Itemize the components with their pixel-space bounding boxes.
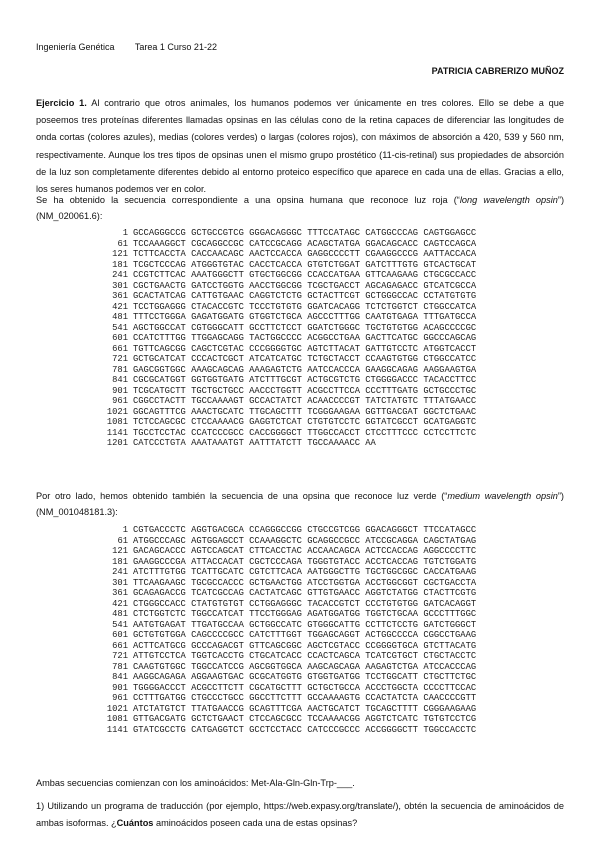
position-number: 181 bbox=[112, 259, 128, 270]
sequence-row bbox=[106, 249, 476, 260]
sequence-row bbox=[106, 651, 476, 662]
sequence-row bbox=[106, 662, 476, 673]
nucleotides: GGCAGTTTCG AAACTGCATC TTGCAGCTTT TCGGGAAGAA GGTTGACGAT GGCTCTGAAC bbox=[133, 406, 477, 417]
sequence-row bbox=[106, 683, 476, 694]
nucleotides: ACTTCATGCG GCCCAGACGT GTTCAGCGGC AGCTCGTACC CCGGGGTGCA GTCTTACATG bbox=[133, 640, 477, 651]
red-opsin-intro bbox=[36, 192, 564, 224]
sequence-row bbox=[106, 312, 476, 323]
nucleotides: CAAGTGTGGC TGGCCATCCG AGCGGTGGCA AAGCAGCAGA AAGAGTCTGA ATCCACCCAG bbox=[133, 661, 477, 672]
position-number: 781 bbox=[112, 661, 128, 672]
sequence-row bbox=[106, 396, 476, 407]
position-number: 181 bbox=[112, 556, 128, 567]
nucleotides: TTCAAGAAGC TGCGCCACCC GCTGAACTGG ATCCTGGTGA ACCTGGCGGT CGCTGACCTA bbox=[133, 577, 477, 588]
sequence-row bbox=[106, 536, 476, 547]
position-number: 721 bbox=[112, 651, 128, 661]
question-end: aminoácidos poseen cada una de estas opsinas? bbox=[153, 818, 358, 829]
position-number: 361 bbox=[112, 588, 128, 598]
sequence-row bbox=[106, 333, 476, 344]
position-number: 601 bbox=[112, 630, 128, 640]
nucleotides: TGGGGACCCT ACGCCTTCTT CGCATGCTTT GCTGCTGCCA ACCCTGGCTA CCCCTTCCAC bbox=[133, 682, 477, 693]
position-number: 241 bbox=[112, 567, 128, 577]
position-number: 601 bbox=[112, 333, 128, 343]
nucleotides: CATCCCTGTA AAATAAATGT AATTTATCTT TGCCAAAACC AA bbox=[133, 438, 376, 448]
position-number: 481 bbox=[112, 609, 128, 619]
position-number: 61 bbox=[117, 238, 128, 249]
position-number: 541 bbox=[112, 619, 128, 630]
nucleotides: CGCTGAACTG GATCCTGGTG AACCTGGCGG TCGCTGACCT AGCAGAGACC GTCATCGCCA bbox=[133, 280, 477, 291]
position-number: 541 bbox=[112, 322, 128, 333]
green-opsin-intro bbox=[36, 488, 564, 520]
exercise-paragraph bbox=[36, 95, 564, 198]
nucleotides: CGTGACCCTC AGGTGACGCA CCAGGGCCGG CTGCCGTCGG GGACAGGGCT TTCCATAGCC bbox=[133, 525, 477, 535]
nucleotides: TCCAAAGGCT CGCAGGCCGC CATCCGCAGG ACAGCTATGA GGACAGCACC CAGTCCAGCA bbox=[133, 238, 477, 249]
position-number: 421 bbox=[112, 598, 128, 609]
position-number: 1021 bbox=[106, 406, 128, 417]
task-name: Tarea 1 Curso 21-22 bbox=[134, 42, 217, 52]
green-opsin-sequence bbox=[106, 525, 476, 735]
position-number: 1 bbox=[122, 228, 128, 238]
sequence-row bbox=[106, 557, 476, 568]
position-number: 721 bbox=[112, 354, 128, 364]
sequence-row bbox=[106, 630, 476, 641]
nucleotides: TCCTGGAGGG CTACACCGTC TCCCTGTGTG GGATCACAGG TCTCTGGTCT CTGGCCATCA bbox=[133, 301, 477, 312]
exercise-label: Ejercicio 1. bbox=[36, 98, 87, 108]
sequence-row bbox=[106, 588, 476, 599]
sequence-row bbox=[106, 578, 476, 589]
sequence-row bbox=[106, 354, 476, 365]
intro-text: Se ha obtenido la secuencia correspondiente a una opsina humana que reconoce luz roja (“ bbox=[36, 195, 460, 205]
nucleotides: TGCCTCCTAC CCATCCCGCC CACCGGGGCT TTGGCCACCT CTCCTTTCCC CCTCCTTCTC bbox=[133, 427, 477, 438]
nucleotides: TCTCCAGCGC CTCCAAAACG GAGGTCTCAT CTGTGTCCTC GGTATCGCCT GCATGAGGTC bbox=[133, 417, 477, 427]
sequence-row bbox=[106, 228, 476, 239]
nucleotides: AGCTGGCCAT CGTGGGCATT GCCTTCTCCT GGATCTGGGC TGCTGTGTGG ACAGCCCCGC bbox=[133, 322, 477, 333]
intro-end: ”) (NM_001048181.3): bbox=[36, 491, 564, 517]
nucleotides: TCTTCACCTA CACCAACAGC AACTCCACCA GAGGCCCCTT CGAAGGCCCG AATTACCACA bbox=[133, 249, 477, 259]
sequence-row bbox=[106, 725, 476, 736]
sequence-row bbox=[106, 281, 476, 292]
sequence-row bbox=[106, 567, 476, 578]
sequence-row bbox=[106, 641, 476, 652]
exercise-text: Al contrario que otros animales, los humanos podemos ver únicamente en tres colores. Ello se debe a que poseemos tres proteínas diferentes llamadas opsinas en las células cono de la retina capaces de diferenciar las longitudes de onda cortas (colores azules), medias (colores verdes) o largas (colores rojos), con máximos de absorción a 420, 539 y 560 nm, respectivamente. Aunque los tres tipos de opsinas unen el mismo grupo prostético (11-cis-retinal) sus propiedades de absorción de la luz son completamente diferentes debido al entorno proteico específico que aparece en cada una de ellas. Gracias a ello, los seres humanos podemos ver en color. bbox=[36, 98, 564, 195]
nucleotides: CGCGCATGGT GGTGGTGATG ATCTTTGCGT ACTGCGTCTG CTGGGGACCC TACACCTTCC bbox=[133, 375, 477, 385]
position-number: 901 bbox=[112, 385, 128, 396]
nucleotides: GTTGACGATG GCTCTGAACT CTCCAGCGCC TCCAAAACGG AGGTCTCATC TGTGTCCTCG bbox=[133, 714, 477, 724]
intro-italic: medium wavelength opsin bbox=[447, 491, 558, 501]
sequence-row bbox=[106, 428, 476, 439]
position-number: 301 bbox=[112, 577, 128, 588]
position-number: 661 bbox=[112, 343, 128, 354]
position-number: 1021 bbox=[106, 703, 128, 714]
nucleotides: GCTGTGTGGA CAGCCCCGCC CATCTTTGGT TGGAGCAGGT ACTGGCCCCA CGGCCTGAAG bbox=[133, 630, 477, 640]
red-opsin-sequence bbox=[106, 228, 476, 449]
sequence-row bbox=[106, 620, 476, 631]
position-number: 961 bbox=[112, 396, 128, 406]
nucleotides: TCGCTCCCAG ATGGGTGTAC CACCTCACCA GTGTCTGGAT GATCTTTGTG GTCACTGCAT bbox=[133, 259, 477, 270]
question-text: 1) Utilizando un programa de traducción (por ejemplo, https://web.expasy.org/translate/), obtén la secuencia de aminoácidos de ambas isoformas. ¿ bbox=[36, 801, 564, 829]
sequence-row bbox=[106, 609, 476, 620]
nucleotides: CCGTCTTCAC AAATGGGCTT GTGCTGGCGG CCACCATGAA GTTCAAGAAG CTGCGCCACC bbox=[133, 270, 477, 280]
nucleotides: TGTTCAGCGG CAGCTCGTAC CCCGGGGTGC AGTCTTACAT GATTGTCCTC ATGGTCACCT bbox=[133, 343, 477, 354]
position-number: 1 bbox=[122, 525, 128, 535]
sequence-row bbox=[106, 714, 476, 725]
sequence-row bbox=[106, 260, 476, 271]
nucleotides: GACAGCACCC AGTCCAGCAT CTTCACCTAC ACCAACAGCA ACTCCACCAG AGGCCCCTTC bbox=[133, 546, 477, 556]
nucleotides: GTATCGCCTG CATGAGGTCT GCCTCCTACC CATCCCGCCC ACCGGGGCTT TGGCCACCTC bbox=[133, 724, 477, 735]
position-number: 301 bbox=[112, 280, 128, 291]
nucleotides: GAAGGCCCGA ATTACCACAT CGCTCCCAGA TGGGTGTACC ACCTCACCAG TGTCTGGATG bbox=[133, 556, 477, 567]
nucleotides: ATCTATGTCT TTATGAACCG GCAGTTTCGA AACTGCATCT TGCAGCTTTT CGGGAAGAAG bbox=[133, 703, 477, 714]
position-number: 1141 bbox=[106, 427, 128, 438]
nucleotides: ATGGCCCAGC AGTGGAGCCT CCAAAGGCTC GCAGGCCGCC ATCCGCAGGA CAGCTATGAG bbox=[133, 535, 477, 546]
position-number: 421 bbox=[112, 301, 128, 312]
nucleotides: GCACTATCAG CATTGTGAAC CAGGTCTCTG GCTACTTCGT GCTGGGCCAC CCTATGTGTG bbox=[133, 291, 477, 301]
nucleotides: TCGCATGCTT TGCTGCTGCC AACCCTGGTT ACGCCTTCCA CCCTTTGATG GCTGCCCTGC bbox=[133, 385, 477, 396]
nucleotides: GCTGCATCAT CCCACTCGCT ATCATCATGC TCTGCTACCT CCAAGTGTGG CTGGCCATCC bbox=[133, 354, 477, 364]
nucleotides: GAGCGGTGGC AAAGCAGCAG AAAGAGTCTG AATCCACCCA GAAGGCAGAG AAGGAAGTGA bbox=[133, 364, 477, 375]
position-number: 841 bbox=[112, 375, 128, 385]
position-number: 61 bbox=[117, 535, 128, 546]
sequence-row bbox=[106, 525, 476, 536]
position-number: 361 bbox=[112, 291, 128, 301]
sequence-row bbox=[106, 693, 476, 704]
position-number: 901 bbox=[112, 682, 128, 693]
sequence-row bbox=[106, 302, 476, 313]
nucleotides: AAGGCAGAGA AGGAAGTGAC GCGCATGGTG GTGGTGATGG TCCTGGCATT CTGCTTCTGC bbox=[133, 672, 477, 682]
sequence-row bbox=[106, 407, 476, 418]
position-number: 1141 bbox=[106, 724, 128, 735]
nucleotides: TTTCCTGGGA GAGATGGATG GTGGTCTGCA AGCCCTTTGG CAATGTGAGA TTTGATGCCA bbox=[133, 312, 477, 322]
position-number: 841 bbox=[112, 672, 128, 682]
position-number: 781 bbox=[112, 364, 128, 375]
sequence-row bbox=[106, 375, 476, 386]
nucleotides: ATCTTTGTGG TCATTGCATC CGTCTTCACA AATGGGCTTG TGCTGGCGGC CACCATGAAG bbox=[133, 567, 477, 577]
aminoacids-note: Ambas secuencias comienzan con los aminoácidos: Met-Ala-Gln-Gln-Trp-___. bbox=[36, 778, 355, 788]
sequence-row bbox=[106, 672, 476, 683]
position-number: 661 bbox=[112, 640, 128, 651]
document-header bbox=[36, 42, 235, 52]
sequence-row bbox=[106, 438, 476, 449]
nucleotides: CCTTTGATGG CTGCCCTGCC GGCCTTCTTT GCCAAAAGTG CCACTATCTA CAACCCCGTT bbox=[133, 693, 477, 703]
question-bold: Cuántos bbox=[116, 818, 154, 829]
position-number: 121 bbox=[112, 249, 128, 259]
sequence-row bbox=[106, 239, 476, 250]
nucleotides: CTCTGGTCTC TGGCCATCAT TTCCTGGGAG AGATGGATGG TGGTCTGCAA GCCCTTTGGC bbox=[133, 609, 477, 619]
sequence-row bbox=[106, 386, 476, 397]
question-1 bbox=[36, 798, 564, 832]
sequence-row bbox=[106, 291, 476, 302]
position-number: 481 bbox=[112, 312, 128, 322]
sequence-row bbox=[106, 704, 476, 715]
intro-text: Por otro lado, hemos obtenido también la secuencia de una opsina que reconoce luz verde (“ bbox=[36, 491, 448, 501]
sequence-row bbox=[106, 323, 476, 334]
position-number: 1081 bbox=[106, 417, 128, 427]
sequence-row bbox=[106, 270, 476, 281]
nucleotides: CGGCCTACTT TGCCAAAAGT GCCACTATCT ACAACCCCGT TATCTATGTC TTTATGAACC bbox=[133, 396, 477, 406]
nucleotides: GCAGAGACCG TCATCGCCAG CACTATCAGC GTTGTGAACC AGGTCTATGG CTACTTCGTG bbox=[133, 588, 477, 598]
course-name: Ingeniería Genética bbox=[36, 42, 115, 52]
nucleotides: CCATCTTTGG TTGGAGCAGG TACTGGCCCC ACGGCCTGAA GACTTCATGC GGCCCAGCAG bbox=[133, 333, 477, 343]
nucleotides: CTGGGCCACC CTATGTGTGT CCTGGAGGGC TACACCGTCT CCCTGTGTGG GATCACAGGT bbox=[133, 598, 477, 609]
sequence-row bbox=[106, 344, 476, 355]
nucleotides: ATTGTCCTCA TGGTCACCTG CTGCATCACC CCACTCAGCA TCATCGTGCT CTGCTACCTC bbox=[133, 651, 477, 661]
position-number: 961 bbox=[112, 693, 128, 703]
sequence-row bbox=[106, 546, 476, 557]
sequence-row bbox=[106, 365, 476, 376]
intro-end: ”) (NM_020061.6): bbox=[36, 195, 565, 221]
position-number: 121 bbox=[112, 546, 128, 556]
position-number: 241 bbox=[112, 270, 128, 280]
sequence-row bbox=[106, 417, 476, 428]
nucleotides: GCCAGGGCCG GCTGCCGTCG GGGACAGGGC TTTCCATAGC CATGGCCCAG CAGTGGAGCC bbox=[133, 228, 477, 238]
intro-italic: long wavelength opsin bbox=[459, 195, 558, 205]
position-number: 1081 bbox=[106, 714, 128, 724]
nucleotides: AATGTGAGAT TTGATGCCAA GCTGGCCATC GTGGGCATTG CCTTCTCCTG GATCTGGGCT bbox=[133, 619, 477, 630]
position-number: 1201 bbox=[106, 438, 128, 448]
sequence-row bbox=[106, 599, 476, 610]
author-name: PATRICIA CABRERIZO MUÑOZ bbox=[431, 66, 564, 76]
